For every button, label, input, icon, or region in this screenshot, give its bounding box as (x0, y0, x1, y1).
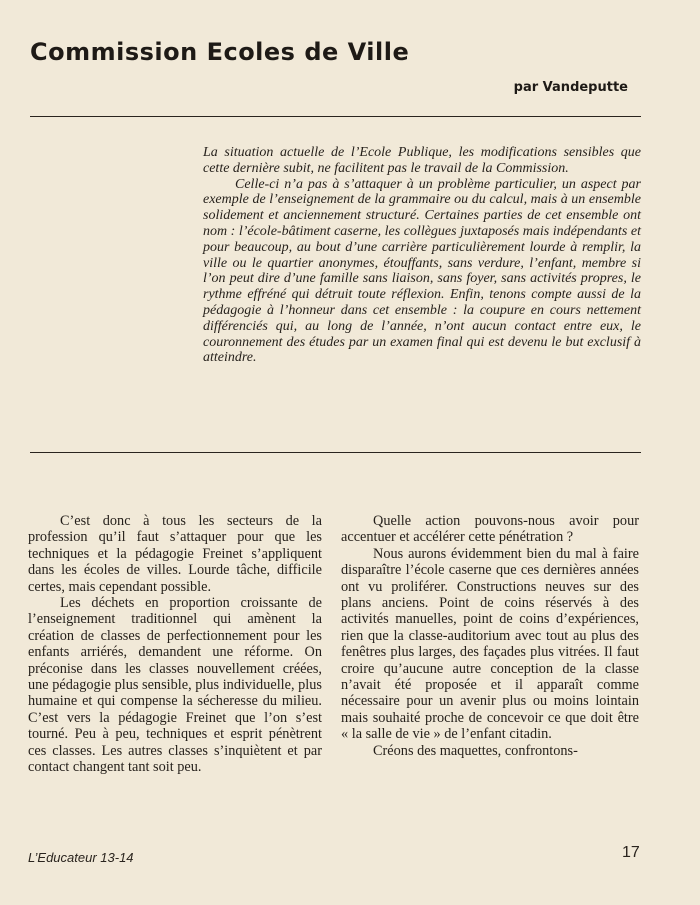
body-paragraph: Les déchets en proportion croissante de l’enseignement traditionnel qui amènent la création de classes de perfectionnement pour les enfants arriérés, demandent une réforme. On préconise dans les classes nouvellement créées, une pédagogie plus sensible, plus individuelle, plus humaine et qui compense la sécheresse du milieu. C’est vers la pédagogie Freinet que l’on s’est tourné. Peu à peu, techniques et esprit pénètrent ces classes. Les autres classes s’inquiètent et par contact changent tant soit peu. (28, 595, 322, 776)
intro-paragraph: La situation actuelle de l’Ecole Publique, les modifications sensibles que cette dernière subit, ne facilitent pas le travail de la Commission. (203, 145, 641, 176)
page-number: 17 (622, 844, 640, 861)
right-column (341, 513, 639, 759)
body-paragraph: Créons des maquettes, confrontons- (373, 742, 578, 759)
body-paragraph: Quelle action pouvons-nous avoir pour accentuer et accélérer cette pénétration ? (341, 513, 639, 546)
publication-footer: L’Educateur 13-14 (28, 850, 134, 865)
bottom-divider (30, 452, 641, 453)
top-divider (30, 116, 641, 117)
body-paragraph: C’est donc à tous les secteurs de la profession qu’il faut s’attaquer pour que les techniques et la pédagogie Freinet s’appliquent dans les écoles de villes. Lourde tâche, difficile certes, mais cependant possible. (28, 513, 322, 595)
body-paragraph: Nous aurons évidemment bien du mal à faire disparaître l’école caserne que ces dernières années ont vu proliférer. Constructions neuves sur des plans anciens. Point de coins réservés à des activités manuelles, point de coins d’expériences, rien que la classe-auditorium avec tout au plus des fenêtres plus larges, des façades plus vitrées. Il faut croire qu’aucune autre conception de la classe n’avait été proposée et il apparaît comme nécessaire pour un avenir plus ou moins lointain mais souhaité proche de concevoir ce que doit être « la salle de vie » de l’enfant citadin. (341, 545, 639, 743)
left-column (28, 513, 322, 776)
article-title: Commission Ecoles de Ville (30, 38, 410, 66)
intro-block (203, 145, 641, 366)
author-byline: par Vandeputte (513, 80, 628, 95)
intro-paragraph: Celle-ci n’a pas à s’attaquer à un problème particulier, un aspect par exemple de l’enseignement de la grammaire ou du calcul, mais à un ensemble solidement et anciennement structuré. Certaines parties de cet ensemble ont nom : l’école-bâtiment caserne, les collègues juxtaposés mais indépendants et pour beaucoup, au bout d’une carrière particulièrement lourde à remplir, la ville ou le quartier anonymes, étouffants, sans verdure, l’enfant, membre si l’on peut dire d’une famille sans liaison, sans foyer, sans activités propres, le rythme effréné qui détruit toute réflexion. Enfin, tenons compte aussi de la pédagogie à l’honneur dans cet ensemble : la coupure en cours nettement différenciés qui, au long de l’année, n’ont aucun contact entre eux, le couronnement des études par un examen final qui est devenu le but exclusif à atteindre. (203, 176, 641, 366)
